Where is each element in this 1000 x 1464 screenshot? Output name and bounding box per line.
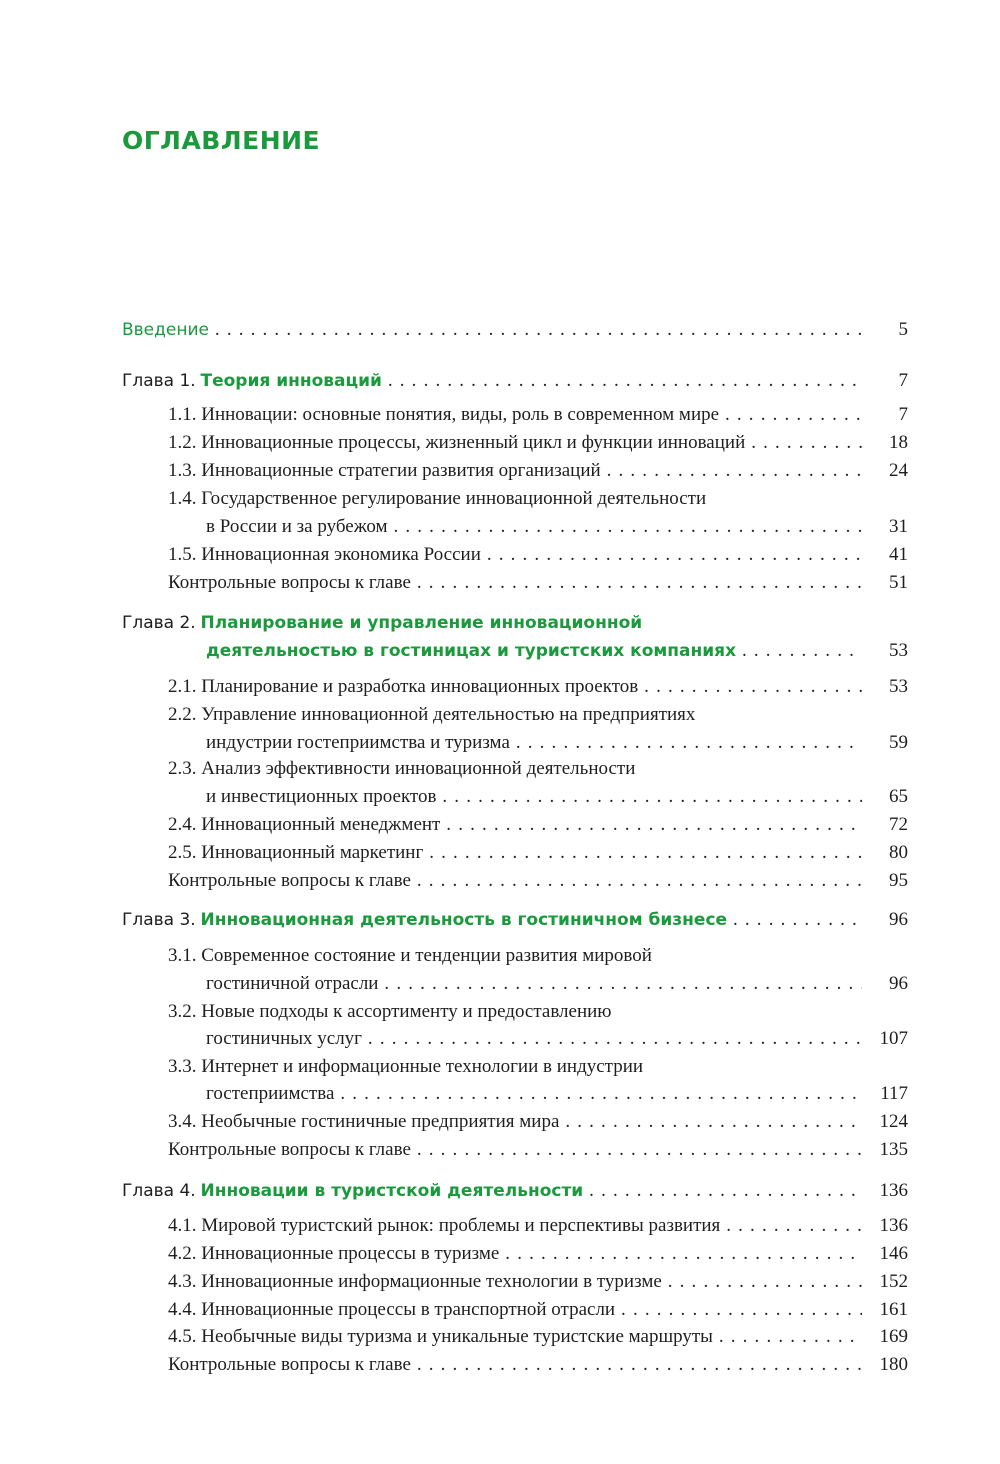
- section-title: 3.3. Интернет и информационные технологии в индустрии: [168, 1056, 644, 1077]
- page-number: 65: [889, 786, 908, 807]
- page-number: 146: [879, 1243, 908, 1264]
- toc-section[interactable]: [0, 867, 1000, 895]
- toc-section[interactable]: [0, 457, 1000, 485]
- page-number: 31: [889, 516, 908, 537]
- page-number: 161: [879, 1299, 908, 1320]
- toc-section-continued[interactable]: [0, 970, 1000, 998]
- page-number: 124: [879, 1111, 908, 1132]
- section-title-continued: гостиничных услуг . . .: [206, 1025, 862, 1053]
- toc-section[interactable]: [0, 1351, 1000, 1379]
- page-number: 7: [898, 404, 908, 425]
- chapter-title-continued: деятельностью в гостиницах и туристских компаниях: [206, 641, 737, 661]
- section-title: 2.1. Планирование и разработка инновационных проектов . . .: [168, 673, 862, 701]
- toc-section-continued[interactable]: [0, 1080, 1000, 1108]
- section-title: 4.1. Мировой туристский рынок: проблемы и перспективы развития . . .: [168, 1212, 862, 1240]
- toc-section[interactable]: [0, 1053, 1000, 1081]
- toc-section[interactable]: [0, 811, 1000, 839]
- section-title: 4.3. Инновационные информационные технологии в туризме . . .: [168, 1268, 862, 1296]
- chapter-prefix: Глава 3.: [122, 910, 196, 930]
- page-number: 18: [889, 432, 908, 453]
- page-number: 169: [879, 1326, 908, 1347]
- toc-chapter-3[interactable]: [0, 906, 1000, 934]
- intro-title: Введение: [122, 320, 209, 340]
- section-title: 4.4. Инновационные процессы в транспортной отрасли . . .: [168, 1296, 862, 1324]
- page-number: 5: [898, 319, 908, 340]
- toc-section[interactable]: [0, 1212, 1000, 1240]
- toc-section[interactable]: [0, 541, 1000, 569]
- toc-section[interactable]: [0, 1296, 1000, 1324]
- section-title: 1.2. Инновационные процессы, жизненный цикл и функции инноваций . . .: [168, 429, 862, 457]
- toc-section[interactable]: [0, 701, 1000, 729]
- toc-section-continued[interactable]: [0, 729, 1000, 757]
- page-number: 152: [879, 1271, 908, 1292]
- toc-section[interactable]: [0, 429, 1000, 457]
- section-title: 4.5. Необычные виды туризма и уникальные туристские маршруты . . .: [168, 1323, 862, 1351]
- page-number: 135: [879, 1139, 908, 1160]
- toc-entry-intro[interactable]: [0, 316, 1000, 344]
- toc-section[interactable]: [0, 1108, 1000, 1136]
- section-title-continued: гостеприимства . . .: [206, 1080, 862, 1108]
- page-number: 136: [879, 1215, 908, 1236]
- section-title-continued: индустрии гостеприимства и туризма . . .: [206, 729, 862, 757]
- toc-chapter-2-continued[interactable]: [0, 637, 1000, 665]
- section-title: 2.5. Инновационный маркетинг . . .: [168, 839, 862, 867]
- toc-section[interactable]: [0, 998, 1000, 1026]
- section-title: Контрольные вопросы к главе . . .: [168, 1136, 862, 1164]
- section-title-continued: и инвестиционных проектов . . .: [206, 783, 862, 811]
- toc-section[interactable]: [0, 1268, 1000, 1296]
- toc-section-continued[interactable]: [0, 1025, 1000, 1053]
- chapter-title: Планирование и управление инновационной: [200, 613, 643, 633]
- toc-chapter-2[interactable]: [0, 609, 1000, 637]
- page-number: 117: [880, 1083, 908, 1104]
- toc-section[interactable]: [0, 569, 1000, 597]
- chapter-prefix: Глава 1.: [122, 371, 196, 391]
- page-number: 41: [889, 544, 908, 565]
- page-title: ОГЛАВЛЕНИЕ: [122, 126, 321, 155]
- page-number: 51: [889, 572, 908, 593]
- page-number: 53: [889, 640, 908, 661]
- toc-section[interactable]: [0, 401, 1000, 429]
- toc-section[interactable]: [0, 942, 1000, 970]
- chapter-prefix: Глава 4.: [122, 1181, 196, 1201]
- page-number: 80: [889, 842, 908, 863]
- section-title: 1.5. Инновационная экономика России . . .: [168, 541, 862, 569]
- toc-section[interactable]: [0, 1240, 1000, 1268]
- section-title: 1.4. Государственное регулирование инновационной деятельности: [168, 488, 707, 509]
- page-number: 107: [879, 1028, 908, 1049]
- section-title: Контрольные вопросы к главе . . .: [168, 1351, 862, 1379]
- section-title: 2.3. Анализ эффективности инновационной деятельности: [168, 758, 636, 779]
- page-number: 53: [889, 676, 908, 697]
- page-number: 72: [889, 814, 908, 835]
- section-title: 1.3. Инновационные стратегии развития организаций . . .: [168, 457, 862, 485]
- toc-section[interactable]: [0, 1136, 1000, 1164]
- toc-section[interactable]: [0, 755, 1000, 783]
- page-number: 136: [879, 1180, 908, 1201]
- toc-section-continued[interactable]: [0, 783, 1000, 811]
- section-title: 2.4. Инновационный менеджмент . . .: [168, 811, 862, 839]
- section-title-continued: в России и за рубежом . . .: [206, 513, 862, 541]
- page-number: 96: [889, 973, 908, 994]
- section-title: 2.2. Управление инновационной деятельностью на предприятиях: [168, 704, 696, 725]
- section-title-continued: гостиничной отрасли . . .: [206, 970, 862, 998]
- section-title: 3.2. Новые подходы к ассортименту и предоставлению: [168, 1001, 612, 1022]
- toc-chapter-1[interactable]: [0, 367, 1000, 395]
- page-number: 180: [879, 1354, 908, 1375]
- chapter-title: Теория инноваций: [200, 371, 382, 391]
- page-number: 24: [889, 460, 908, 481]
- section-title: Контрольные вопросы к главе . . .: [168, 867, 862, 895]
- toc-section[interactable]: [0, 485, 1000, 513]
- section-title: 3.1. Современное состояние и тенденции развития мировой: [168, 945, 652, 966]
- toc-chapter-4[interactable]: [0, 1177, 1000, 1205]
- chapter-title: Инновационная деятельность в гостиничном бизнесе: [200, 910, 728, 930]
- page-number: 7: [898, 370, 908, 391]
- chapter-title: Инновации в туристской деятельности: [200, 1181, 584, 1201]
- chapter-prefix: Глава 2.: [122, 613, 196, 633]
- page-number: 96: [889, 909, 908, 930]
- page-number: 59: [889, 732, 908, 753]
- page-number: 95: [889, 870, 908, 891]
- toc-section[interactable]: [0, 1323, 1000, 1351]
- section-title: 3.4. Необычные гостиничные предприятия мира . . .: [168, 1108, 862, 1136]
- section-title: 1.1. Инновации: основные понятия, виды, роль в современном мире . . .: [168, 401, 862, 429]
- section-title: Контрольные вопросы к главе . . .: [168, 569, 862, 597]
- toc-section-continued[interactable]: [0, 513, 1000, 541]
- section-title: 4.2. Инновационные процессы в туризме . . .: [168, 1240, 862, 1268]
- toc-section[interactable]: [0, 673, 1000, 701]
- toc-section[interactable]: [0, 839, 1000, 867]
